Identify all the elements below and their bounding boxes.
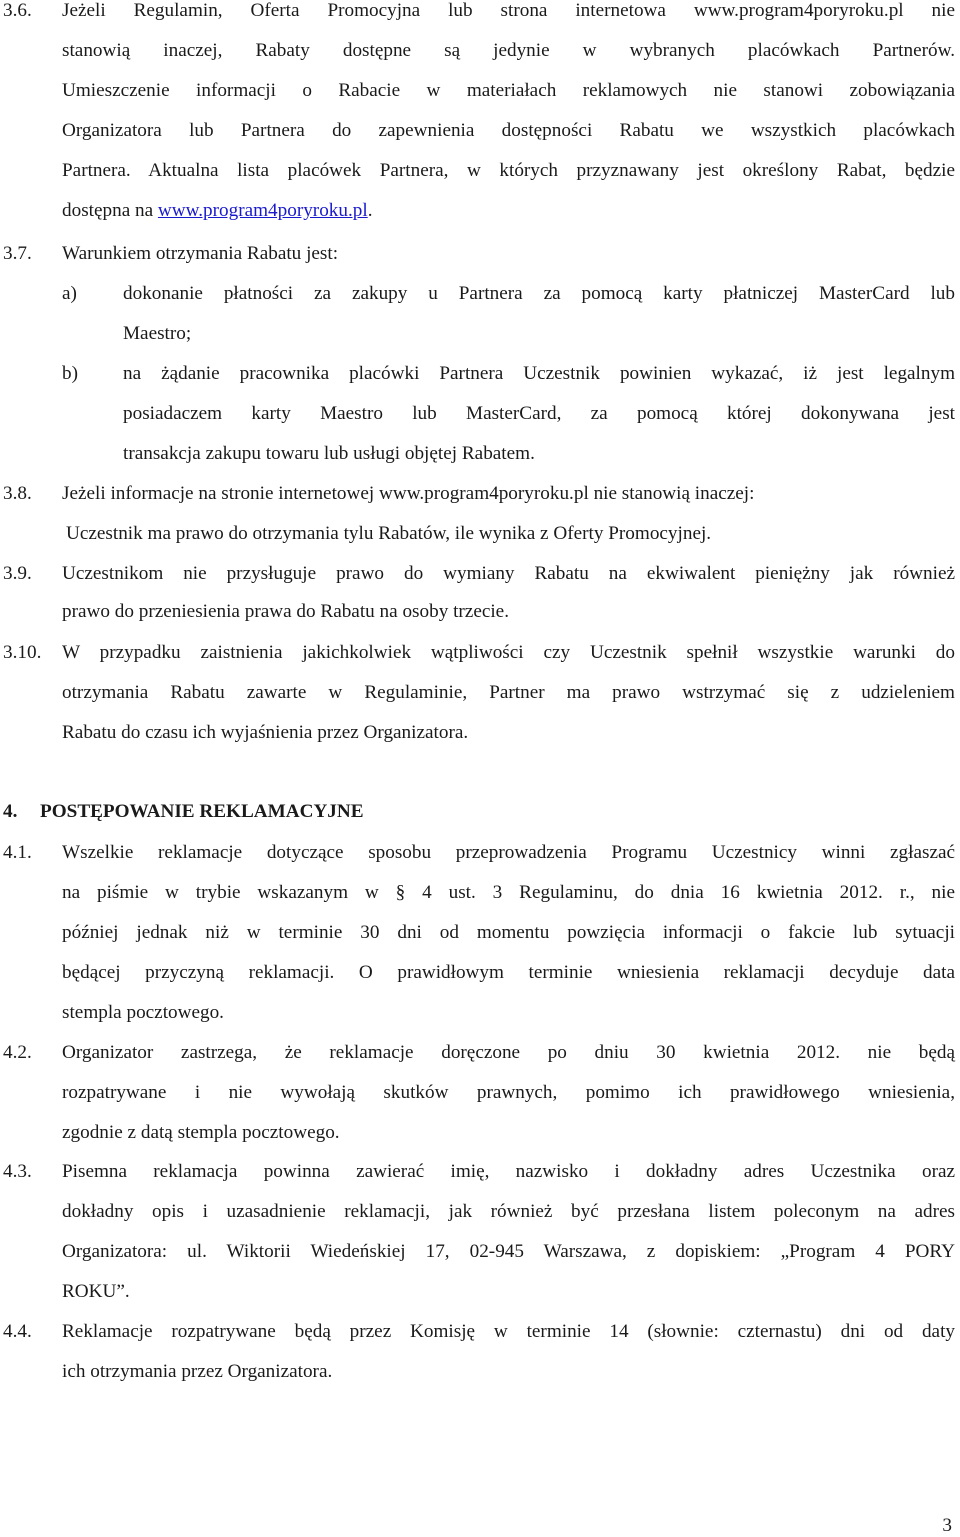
list-label: a) <box>62 283 77 304</box>
section-number: 3.9. <box>3 563 32 584</box>
list-item-line: transakcja zakupu towaru lub usługi objętej Rabatem. <box>123 443 535 464</box>
paragraph-line: otrzymania Rabatu zawarte w Regulaminie, Partner ma prawo wstrzymać się z udzieleniem <box>62 682 955 703</box>
page-number: 3 <box>942 1515 952 1536</box>
paragraph-line: Reklamacje rozpatrywane będą przez Komisję w terminie 14 (słownie: czternastu) dni od daty <box>62 1321 955 1342</box>
paragraph-line: ich otrzymania przez Organizatora. <box>62 1361 333 1382</box>
paragraph-line: Umieszczenie informacji o Rabacie w materiałach reklamowych nie stanowi zobowiązania <box>62 80 955 101</box>
website-link[interactable]: www.program4poryroku.pl <box>157 200 368 221</box>
section-number: 4.3. <box>3 1161 32 1182</box>
paragraph-line: Jeżeli informacje na stronie internetowej www.program4poryroku.pl nie stanowią inaczej: <box>62 483 755 504</box>
paragraph-line: stempla pocztowego. <box>62 1002 224 1023</box>
section-number: 3.7. <box>3 243 32 264</box>
list-item-line: dokonanie płatności za zakupy u Partnera za pomocą karty płatniczej MasterCard lub <box>123 283 955 304</box>
paragraph-line: Organizator zastrzega, że reklamacje doręczone po dniu 30 kwietnia 2012. nie będą <box>62 1042 955 1063</box>
section-number: 3.8. <box>3 483 32 504</box>
paragraph-line: Partnera. Aktualna lista placówek Partnera, w których przyznawany jest określony Rabat, będzie <box>62 160 955 181</box>
paragraph-line: Organizatora: ul. Wiktorii Wiedeńskiej 17, 02-945 Warszawa, z dopiskiem: „Program 4 PORY <box>62 1241 955 1262</box>
paragraph-line: będącej przyczyną reklamacji. O prawidłowym terminie wniesienia reklamacji decyduje data <box>62 962 955 983</box>
paragraph-line: zgodnie z datą stempla pocztowego. <box>62 1122 340 1143</box>
text-fragment: . <box>367 200 373 221</box>
paragraph-line: prawo do przeniesienia prawa do Rabatu na osoby trzecie. <box>62 601 509 622</box>
paragraph-line: na piśmie w trybie wskazanym w § 4 ust. 3 Regulaminu, do dnia 16 kwietnia 2012. r., nie <box>62 882 955 903</box>
paragraph-line: stanowią inaczej, Rabaty dostępne są jedynie w wybranych placówkach Partnerów. <box>62 40 955 61</box>
paragraph-line: Uczestnikom nie przysługuje prawo do wymiany Rabatu na ekwiwalent pieniężny jak również <box>62 563 955 584</box>
paragraph-line: Wszelkie reklamacje dotyczące sposobu przeprowadzenia Programu Uczestnicy winni zgłaszać <box>62 842 955 863</box>
paragraph-line: Organizatora lub Partnera do zapewnienia dostępności Rabatu we wszystkich placówkach <box>62 120 955 141</box>
paragraph-line <box>62 200 373 222</box>
paragraph-line: W przypadku zaistnienia jakichkolwiek wątpliwości czy Uczestnik spełnił wszystkie warunki do <box>62 642 955 663</box>
section-heading-number: 4. <box>3 801 18 822</box>
section-number: 4.4. <box>3 1321 32 1342</box>
paragraph-line: Warunkiem otrzymania Rabatu jest: <box>62 243 339 264</box>
paragraph-line: ROKU”. <box>62 1281 130 1302</box>
paragraph-line: Jeżeli Regulamin, Oferta Promocyjna lub strona internetowa www.program4poryroku.pl nie <box>62 0 955 21</box>
list-item-line: posiadaczem karty Maestro lub MasterCard, za pomocą której dokonywana jest <box>123 403 955 424</box>
section-number: 4.2. <box>3 1042 32 1063</box>
list-item-line: Maestro; <box>123 323 192 344</box>
paragraph-line: Rabatu do czasu ich wyjaśnienia przez Organizatora. <box>62 722 469 743</box>
section-number: 3.10. <box>3 642 42 663</box>
section-heading: POSTĘPOWANIE REKLAMACYJNE <box>40 801 364 822</box>
section-number: 4.1. <box>3 842 32 863</box>
paragraph-line: dokładny opis i uzasadnienie reklamacji, jak również być przesłana listem poleconym na adres <box>62 1201 955 1222</box>
section-number: 3.6. <box>3 0 32 21</box>
paragraph-line: Pisemna reklamacja powinna zawierać imię, nazwisko i dokładny adres Uczestnika oraz <box>62 1161 955 1182</box>
list-item-line: na żądanie pracownika placówki Partnera Uczestnik powinien wykazać, iż jest legalnym <box>123 363 955 384</box>
text-fragment: dostępna na <box>62 200 158 221</box>
paragraph-line: rozpatrywane i nie wywołają skutków prawnych, pomimo ich prawidłowego wniesienia, <box>62 1082 955 1103</box>
list-label: b) <box>62 363 78 384</box>
paragraph-line: Uczestnik ma prawo do otrzymania tylu Rabatów, ile wynika z Oferty Promocyjnej. <box>66 523 712 544</box>
paragraph-line: później jednak niż w terminie 30 dni od momentu powzięcia informacji o fakcie lub sytuacji <box>62 922 955 943</box>
